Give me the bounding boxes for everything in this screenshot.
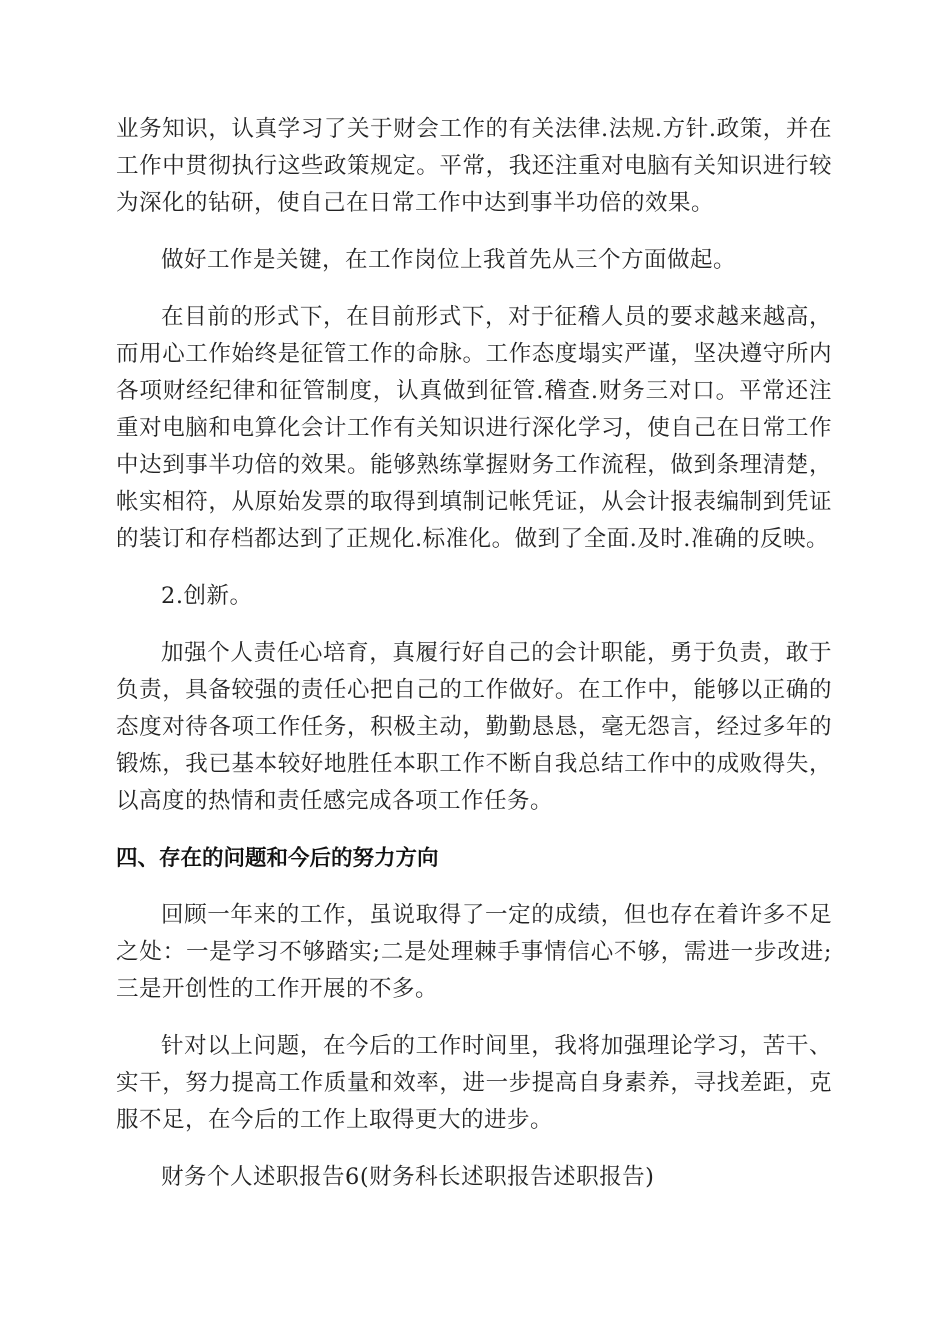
body-paragraph: 在目前的形式下，在目前形式下，对于征稽人员的要求越来越高，而用心工作始终是征管工作的命脉。工作态度塌实严谨，坚决遵守所内各项财经纪律和征管制度，认真做到征管.稽查.财务三对口。平常还注重对电脑和电算化会计工作有关知识进行深化学习，使自己在日常工作中达到事半功倍的效果。能够熟练掌握财务工作流程，做到条理清楚，帐实相符，从原始发票的取得到填制记帐凭证，从会计报表编制到凭证的装订和存档都达到了正规化.标准化。做到了全面.及时.准确的反映。 [116, 304, 832, 552]
body-paragraph: 回顾一年来的工作，虽说取得了一定的成绩，但也存在着许多不足之处：一是学习不够踏实;二是处理棘手事情信心不够，需进一步改进;三是开创性的工作开展的不多。 [116, 902, 832, 1002]
body-paragraph: 针对以上问题，在今后的工作时间里，我将加强理论学习，苦干、实干，努力提高工作质量和效率，进一步提高自身素养，寻找差距，克服不足，在今后的工作上取得更大的进步。 [116, 1033, 832, 1133]
list-item-paragraph: 2.创新。 [161, 583, 253, 609]
report-title-line: 财务个人述职报告6(财务科长述职报告述职报告) [161, 1164, 655, 1190]
document-page [116, 111, 832, 1216]
body-paragraph: 做好工作是关键，在工作岗位上我首先从三个方面做起。 [161, 247, 737, 273]
body-paragraph: 加强个人责任心培育，真履行好自己的会计职能，勇于负责，敢于负责，具备较强的责任心把自己的工作做好。在工作中，能够以正确的态度对待各项工作任务，积极主动，勤勤恳恳，毫无怨言，经过多年的锻炼，我已基本较好地胜任本职工作不断自我总结工作中的成败得失，以高度的热情和责任感完成各项工作任务。 [116, 640, 832, 814]
body-paragraph: 业务知识，认真学习了关于财会工作的有关法律.法规.方针.政策，并在工作中贯彻执行这些政策规定。平常，我还注重对电脑有关知识进行较为深化的钻研，使自己在日常工作中达到事半功倍的效果。 [116, 116, 832, 216]
section-heading: 四、存在的问题和今后的努力方向 [116, 846, 439, 871]
